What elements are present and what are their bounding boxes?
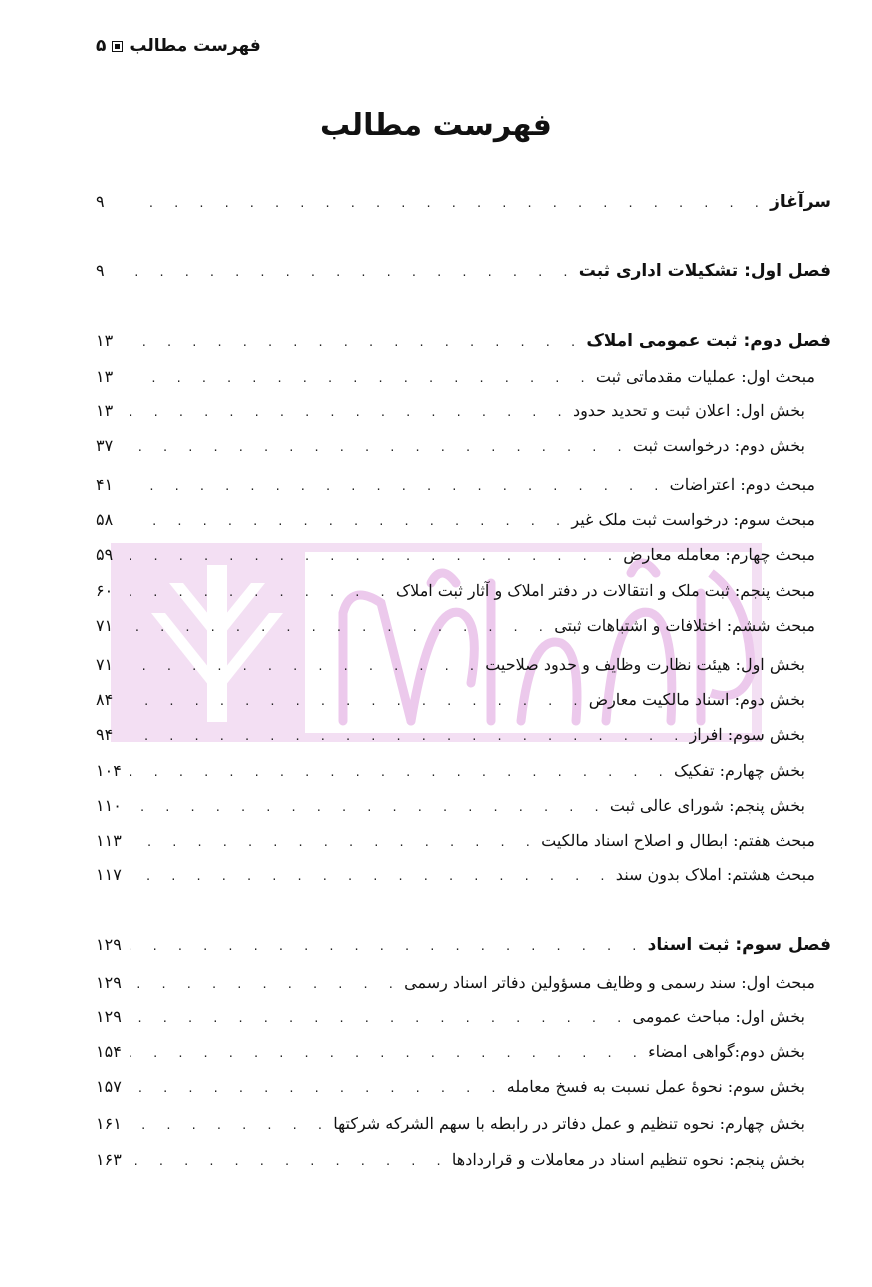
toc-entry-title: مبحث دوم: اعتراضات (669, 475, 815, 494)
toc-chapter-entry[interactable] (96, 930, 831, 960)
toc-entry-title: سرآغاز (770, 192, 831, 212)
toc-section-entry[interactable] (96, 1037, 831, 1067)
running-header-title: فهرست مطالب (129, 36, 261, 56)
toc-entry-page-number: ۱۵۷ (96, 1077, 122, 1096)
toc-entry-page-number: ۷۱ (96, 616, 114, 635)
toc-section-entry[interactable] (96, 791, 831, 821)
toc-entry-page-number: ۱۱۳ (96, 831, 122, 850)
toc-entry-page-number: ۷۱ (96, 655, 114, 674)
dot-leader (130, 758, 670, 788)
toc-entry-title: بخش سوم: افراز (689, 725, 805, 744)
toc-section-entry[interactable] (96, 396, 831, 426)
toc-entry-page-number: ۱۱۰ (96, 796, 122, 815)
toc-topic-entry[interactable] (96, 860, 831, 890)
dot-leader (130, 398, 569, 428)
toc-entry-title: مبحث ششم: اختلافات و اشتباهات ثبتی (554, 616, 815, 635)
toc-topic-entry[interactable] (96, 470, 831, 500)
toc-entry-title: فصل دوم: ثبت عمومی املاک (586, 331, 831, 351)
dot-leader (130, 1147, 448, 1177)
toc-entry-page-number: ۹ (96, 261, 105, 280)
toc-entry-page-number: ۵۹ (96, 545, 114, 564)
dot-leader (130, 507, 567, 537)
toc-chapter-entry[interactable] (96, 256, 831, 286)
toc-entry-page-number: ۱۲۹ (96, 935, 122, 954)
toc-section-entry[interactable] (96, 756, 831, 786)
toc-section-entry[interactable] (96, 1109, 831, 1139)
dot-leader (130, 578, 392, 608)
page-title: فهرست مطالب (320, 108, 552, 143)
toc-entry-page-number: ۱۵۴ (96, 1042, 122, 1061)
toc-entry-title: بخش چهارم: تفکیک (673, 761, 805, 780)
running-header (96, 36, 261, 56)
dot-leader (130, 652, 481, 682)
square-bullet-icon (112, 41, 123, 52)
dot-leader (130, 328, 582, 358)
toc-entry-page-number: ۱۳ (96, 331, 114, 350)
toc-topic-entry[interactable] (96, 362, 831, 392)
dot-leader (130, 258, 575, 288)
toc-entry-title: مبحث هفتم: ابطال و اصلاح اسناد مالکیت (541, 831, 815, 850)
toc-entry-page-number: ۵۸ (96, 510, 114, 529)
toc-entry-page-number: ۱۲۹ (96, 973, 122, 992)
toc-topic-entry[interactable] (96, 540, 831, 570)
toc-section-entry[interactable] (96, 685, 831, 715)
dot-leader (130, 472, 666, 502)
toc-topic-entry[interactable] (96, 505, 831, 535)
toc-entry-title: بخش دوم: درخواست ثبت (632, 436, 805, 455)
dot-leader (130, 1111, 329, 1141)
toc-entry-title: فصل سوم: ثبت اسناد (647, 935, 831, 955)
toc-entry-title: مبحث چهارم: معامله معارض (623, 545, 815, 564)
toc-entry-title: بخش اول: هیئت نظارت وظایف و حدود صلاحیت (485, 655, 805, 674)
toc-topic-entry[interactable] (96, 576, 831, 606)
toc-entry-title: بخش اول: مباحث عمومی (632, 1007, 805, 1026)
dot-leader (130, 1004, 629, 1034)
toc-entry-page-number: ۱۳ (96, 367, 114, 386)
dot-leader (130, 932, 644, 962)
toc-entry-title: بخش اول: اعلان ثبت و تحدید حدود (572, 401, 805, 420)
toc-entry-title: بخش دوم: اسناد مالکیت معارض (588, 690, 805, 709)
toc-section-entry[interactable] (96, 1002, 831, 1032)
toc-entry-page-number: ۱۱۷ (96, 865, 122, 884)
toc-entry-title: بخش چهارم: نحوه تنظیم و عمل دفاتر در رابطه با سهم الشرکه شرکتها (333, 1114, 805, 1133)
toc-section-entry[interactable] (96, 1145, 831, 1175)
dot-leader (130, 542, 619, 572)
toc-entry-title: مبحث سوم: درخواست ثبت ملک غیر (571, 510, 815, 529)
toc-entry-title: بخش سوم: نحوهٔ عمل نسبت به فسخ معامله (506, 1077, 805, 1096)
toc-entry-page-number: ۱۳ (96, 401, 114, 420)
dot-leader (130, 613, 550, 643)
toc-section-entry[interactable] (96, 431, 831, 461)
dot-leader (130, 189, 766, 219)
toc-entry-page-number: ۹۴ (96, 725, 114, 744)
toc-entry-title: مبحث اول: عملیات مقدماتی ثبت (595, 367, 815, 386)
toc-section-entry[interactable] (96, 720, 831, 750)
toc-entry-page-number: ۶۰ (96, 581, 114, 600)
toc-entry-page-number: ۱۰۴ (96, 761, 122, 780)
dot-leader (130, 828, 537, 858)
dot-leader (130, 793, 606, 823)
dot-leader (130, 687, 585, 717)
toc-entry-title: مبحث هشتم: املاک بدون سند (615, 865, 815, 884)
toc-topic-entry[interactable] (96, 611, 831, 641)
toc-entry-title: بخش پنجم: نحوه تنظیم اسناد در معاملات و قراردادها (451, 1150, 805, 1169)
toc-chapter-entry[interactable] (96, 187, 831, 217)
dot-leader (130, 862, 612, 892)
toc-entry-title: مبحث اول: سند رسمی و وظایف مسؤولین دفاتر اسناد رسمی (404, 973, 815, 992)
toc-entry-title: فصل اول: تشکیلات اداری ثبت (578, 261, 831, 281)
running-header-page-number: ۵ (96, 36, 107, 56)
dot-leader (130, 1074, 503, 1104)
toc-entry-page-number: ۴۱ (96, 475, 114, 494)
dot-leader (130, 1039, 644, 1069)
dot-leader (130, 970, 400, 1000)
dot-leader (130, 722, 686, 752)
toc-entry-page-number: ۸۴ (96, 690, 114, 709)
toc-section-entry[interactable] (96, 650, 831, 680)
toc-entry-title: بخش پنجم: شورای عالی ثبت (609, 796, 805, 815)
dot-leader (130, 364, 592, 394)
dot-leader (130, 433, 629, 463)
toc-entry-page-number: ۱۶۱ (96, 1114, 122, 1133)
toc-topic-entry[interactable] (96, 968, 831, 998)
toc-entry-page-number: ۱۲۹ (96, 1007, 122, 1026)
toc-entry-page-number: ۳۷ (96, 436, 114, 455)
toc-section-entry[interactable] (96, 1072, 831, 1102)
toc-entry-page-number: ۱۶۳ (96, 1150, 122, 1169)
toc-entry-page-number: ۹ (96, 192, 105, 211)
toc-topic-entry[interactable] (96, 826, 831, 856)
toc-chapter-entry[interactable] (96, 326, 831, 356)
toc-entry-title: مبحث پنجم: ثبت ملک و انتقالات در دفتر املاک و آثار ثبت املاک (395, 581, 815, 600)
toc-entry-title: بخش دوم:گواهی امضاء (648, 1042, 805, 1061)
